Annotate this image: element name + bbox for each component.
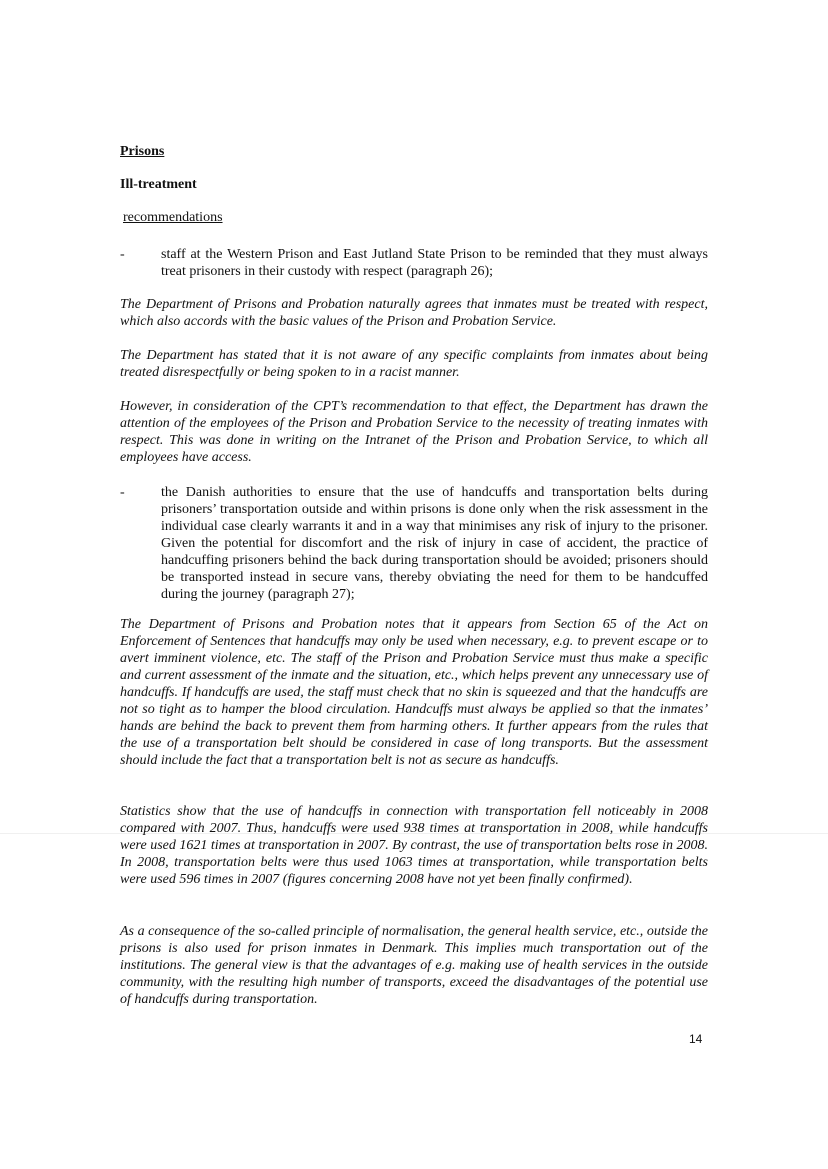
response-paragraph: Statistics show that the use of handcuffs in connection with transportation fell noticeably in 2008 compared with 2007. Thus, handcuffs were used 938 times at transportation in 2008, while handcuffs were used 1621 times at transportation in 2007. By contrast, the use of transportation belts rose in 2008. In 2008, transportation belts were thus used 1063 times at transportation, while transportation belts were used 596 times in 2007 (figures concerning 2008 have not yet been finally confirmed). (120, 804, 708, 887)
subsection-heading: Ill-treatment (120, 177, 197, 192)
page-number: 14 (689, 1032, 703, 1046)
recommendation-item (120, 484, 708, 603)
response-paragraph: The Department has stated that it is not aware of any specific complaints from inmates about being treated disrespectfully or being spoken to in a racist manner. (120, 348, 708, 380)
bullet-dash: - (120, 485, 125, 500)
recommendation-text: staff at the Western Prison and East Jutland State Prison to be reminded that they must always treat prisoners in their custody with respect (paragraph 26); (161, 247, 708, 279)
recommendation-item (120, 246, 708, 280)
recommendations-label: recommendations (123, 210, 223, 225)
response-paragraph: The Department of Prisons and Probation naturally agrees that inmates must be treated with respect, which also accords with the basic values of the Prison and Probation Service. (120, 297, 708, 329)
response-paragraph: However, in consideration of the CPT’s recommendation to that effect, the Department has drawn the attention of the employees of the Prison and Probation Service to the necessity of treating inmates with respect. This was done in writing on the Intranet of the Prison and Probation Service, to which all employees have access. (120, 399, 708, 465)
bullet-dash: - (120, 247, 125, 262)
section-heading: Prisons (120, 144, 165, 159)
recommendation-text: the Danish authorities to ensure that the use of handcuffs and transportation belts during prisoners’ transportation outside and within prisons is done only when the risk assessment in the individual case clearly warrants it and in a way that minimises any risk of injury to the prisoner. Given the potential for discomfort and the risk of injury in case of accident, the practice of handcuffing prisoners behind the back during transportation should be avoided; prisoners should be transported instead in secure vans, thereby obviating the need for them to be handcuffed during the journey (paragraph 27); (161, 485, 708, 602)
response-paragraph: The Department of Prisons and Probation notes that it appears from Section 65 of the Act on Enforcement of Sentences that handcuffs may only be used when necessary, e.g. to prevent escape or to avert imminent violence, etc. The staff of the Prison and Probation Service must thus make a specific and current assessment of the inmate and the situation, etc., which helps prevent any unnecessary use of handcuffs. If handcuffs are used, the staff must check that no skin is squeezed and that the handcuffs are not so tight as to hamper the blood circulation. Handcuffs must always be applied so that the inmates’ hands are behind the back to prevent them from harming others. It further appears from the rules that the use of a transportation belt should be considered in case of long transports. But the assessment should include the fact that a transportation belt is not as secure as handcuffs. (120, 617, 708, 768)
response-paragraph: As a consequence of the so-called principle of normalisation, the general health service, etc., outside the prisons is also used for prison inmates in Denmark. This implies much transportation out of the institutions. The general view is that the advantages of e.g. making use of health services in the outside community, with the resulting high number of transports, exceed the disadvantages of the potential use of handcuffs during transportation. (120, 924, 708, 1007)
